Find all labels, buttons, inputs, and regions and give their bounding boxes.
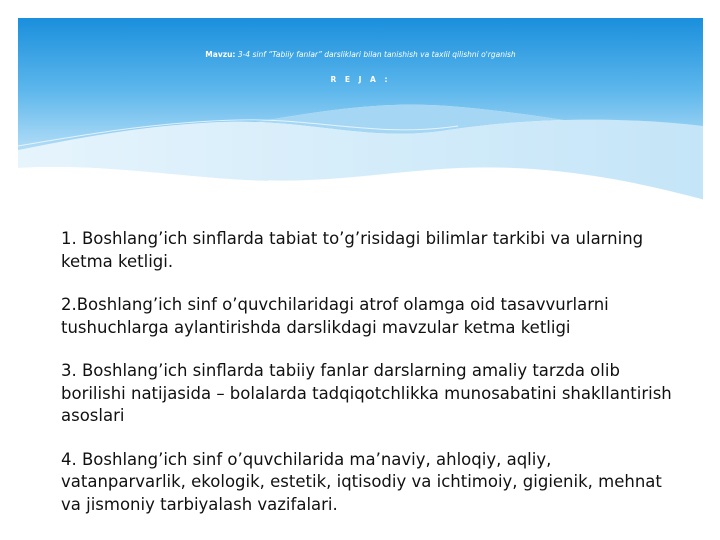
topic-line: [18, 48, 703, 62]
plan-item-2: 2.Boshlang’ich sinf o’quvchilaridagi atrof olamga oid tasavvurlarni tushuchlarga aylantirishda darslikdagi mavzular ketma ketligi: [61, 295, 609, 337]
topic-label: Mavzu:: [205, 50, 236, 59]
plan-item-4: 4. Boshlang’ich sinf o’quvchilarida ma’naviy, ahloqiy, aqliy, vatanparvarlik, ekologik, estetik, iqtisodiy va ichtimoiy, gigienik, mehnat va jismoniy tarbiyalash vazifalari.: [61, 449, 662, 514]
slide-title: [18, 48, 703, 84]
wave-decoration: [18, 18, 703, 200]
plan-item-3: 3. Boshlang’ich sinflarda tabiiy fanlar darslarning amaliy tarzda olib borilishi natijasida – bolalarda tadqiqotchlikka munosabatini shakllantirish asoslari: [61, 361, 672, 425]
plan-list: [61, 228, 681, 537]
topic-text: 3-4 sinf “Tabiiy fanlar” darsliklari bilan tanishish va taxlil qilishni o'rganish: [237, 50, 516, 59]
plan-item-1: 1. Boshlang’ich sinflarda tabiat to’g’risidagi bilimlar tarkibi va ularning ketma ketligi.: [61, 229, 644, 271]
plan-heading: R E J A :: [330, 75, 391, 84]
header-banner: [18, 18, 703, 200]
